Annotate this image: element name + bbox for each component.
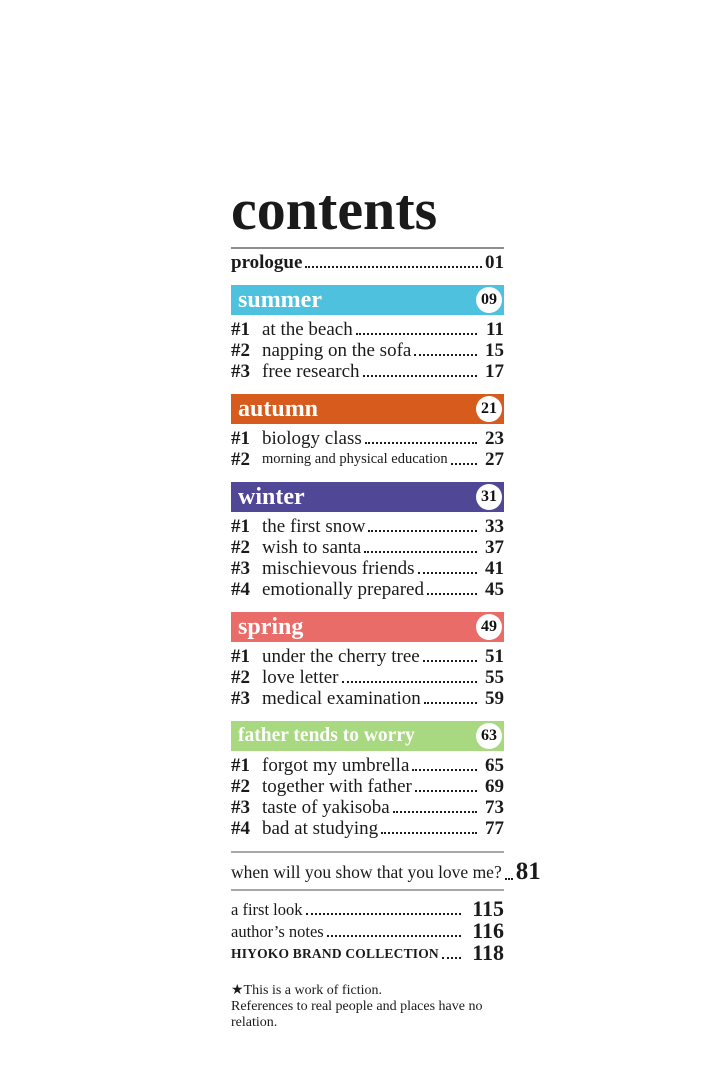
footer-note (231, 983, 504, 1031)
title-divider (231, 247, 504, 249)
toc-section (231, 482, 504, 600)
toc-section (231, 394, 504, 470)
entry-title: morning and physical education (262, 451, 448, 467)
entry-number: #1 (231, 428, 250, 449)
entry-page-number: 59 (485, 688, 504, 709)
extras-list (231, 898, 504, 964)
toc-entry (231, 428, 504, 449)
toc-section (231, 721, 504, 839)
extra-page-number: 116 (472, 918, 504, 943)
entry-number: #3 (231, 688, 250, 709)
entry-page-number: 33 (485, 516, 504, 537)
section-entries (231, 646, 504, 709)
dot-leader (363, 375, 477, 377)
dot-leader (418, 572, 477, 574)
entry-number: #2 (231, 667, 250, 688)
entry-title: medical examination (262, 688, 421, 709)
entry-number: #1 (231, 516, 250, 537)
entry-number: #3 (231, 558, 250, 579)
dot-leader (423, 660, 477, 662)
section-title: summer (238, 287, 322, 313)
dot-leader (364, 551, 477, 553)
toc-entry (231, 361, 504, 382)
dot-leader (414, 354, 477, 356)
dot-leader (356, 333, 477, 335)
section-header (231, 721, 504, 751)
toc-section (231, 285, 504, 382)
toc-entry (231, 340, 504, 361)
entry-page-number: 55 (485, 667, 504, 688)
section-entries (231, 428, 504, 470)
prologue-page-number: 01 (485, 252, 504, 273)
entry-title: the first snow (262, 516, 366, 537)
toc-entry (231, 579, 504, 600)
section-header (231, 612, 504, 642)
extra-row (231, 898, 504, 920)
entry-page-number: 11 (486, 319, 504, 340)
dot-leader (342, 681, 478, 683)
entry-page-number: 37 (485, 537, 504, 558)
toc-sections (231, 285, 504, 839)
page-title: contents (231, 177, 438, 242)
section-title: autumn (238, 396, 319, 422)
dot-leader (368, 530, 477, 532)
dot-leader (381, 832, 477, 834)
extra-label: author’s notes (231, 922, 324, 941)
entry-number: #1 (231, 646, 250, 667)
entry-title: biology class (262, 428, 362, 449)
entry-title: forgot my umbrella (262, 755, 410, 776)
dot-leader (412, 769, 477, 771)
entry-page-number: 45 (485, 579, 504, 600)
entry-number: #1 (231, 319, 250, 340)
extra-page-number: 115 (472, 896, 504, 921)
entry-number: #2 (231, 537, 250, 558)
entry-title: free research (262, 361, 360, 382)
entry-title: emotionally prepared (262, 579, 424, 600)
entry-number: #3 (231, 361, 250, 382)
section-page-badge: 63 (476, 723, 502, 749)
dot-leader (327, 935, 461, 937)
entry-title: bad at studying (262, 818, 379, 839)
entry-title: love letter (262, 667, 339, 688)
dot-leader (415, 790, 477, 792)
dot-leader (365, 442, 477, 444)
entry-title: under the cherry tree (262, 646, 420, 667)
entry-page-number: 69 (485, 776, 504, 797)
toc-entry (231, 818, 504, 839)
dot-leader (393, 811, 477, 813)
entry-page-number: 17 (485, 361, 504, 382)
dot-leader (505, 878, 513, 880)
section-page-badge: 31 (476, 484, 502, 510)
footer-line: ★This is a work of fiction. (231, 983, 382, 998)
dot-leader (442, 957, 461, 959)
section-header (231, 285, 504, 315)
section-header (231, 394, 504, 424)
entry-title: napping on the sofa (262, 340, 412, 361)
special-divider-bottom (231, 889, 504, 891)
extra-row (231, 942, 504, 964)
prologue-row (231, 253, 504, 273)
entry-number: #1 (231, 755, 250, 776)
toc-section (231, 612, 504, 709)
dot-leader (451, 463, 477, 465)
entry-page-number: 15 (485, 340, 504, 361)
special-row (231, 858, 541, 885)
section-entries (231, 755, 504, 839)
section-page-badge: 21 (476, 396, 502, 422)
extra-row (231, 920, 504, 942)
toc-entry (231, 667, 504, 688)
contents-column (231, 177, 541, 1031)
entry-number: #3 (231, 797, 250, 818)
prologue-label: prologue (231, 252, 303, 273)
section-title: father tends to worry (238, 725, 415, 746)
entry-number: #2 (231, 449, 250, 470)
section-page-badge: 49 (476, 614, 502, 640)
toc-entry (231, 646, 504, 667)
toc-entry (231, 319, 504, 340)
entry-page-number: 65 (485, 755, 504, 776)
toc-entry (231, 516, 504, 537)
toc-entry (231, 797, 504, 818)
dot-leader (305, 266, 482, 268)
extra-label: a first look (231, 900, 303, 919)
entry-number: #2 (231, 340, 250, 361)
entry-title: at the beach (262, 319, 353, 340)
special-divider-top (231, 851, 504, 853)
entry-page-number: 27 (485, 449, 504, 470)
entry-number: #4 (231, 579, 250, 600)
entry-number: #2 (231, 776, 250, 797)
dot-leader (424, 702, 477, 704)
dot-leader (306, 913, 462, 915)
section-header (231, 482, 504, 512)
special-page-number: 81 (515, 858, 541, 885)
toc-entry (231, 688, 504, 709)
dot-leader (427, 593, 477, 595)
entry-page-number: 51 (485, 646, 504, 667)
section-title: winter (238, 484, 305, 510)
entry-page-number: 77 (485, 818, 504, 839)
entry-title: wish to santa (262, 537, 362, 558)
special-label: when will you show that you love me? (231, 862, 502, 882)
extra-label: HIYOKO BRAND COLLECTION (231, 946, 439, 961)
footer-line: References to real people and places have no relation. (231, 999, 483, 1030)
entry-title: together with father (262, 776, 412, 797)
extra-page-number: 118 (472, 940, 504, 965)
section-title: spring (238, 614, 304, 640)
section-page-badge: 09 (476, 287, 502, 313)
entry-title: mischievous friends (262, 558, 415, 579)
toc-entry (231, 755, 504, 776)
toc-entry (231, 558, 504, 579)
toc-entry (231, 537, 504, 558)
toc-entry (231, 776, 504, 797)
entry-page-number: 23 (485, 428, 504, 449)
entry-page-number: 73 (485, 797, 504, 818)
toc-entry (231, 449, 504, 470)
entry-title: taste of yakisoba (262, 797, 390, 818)
entry-number: #4 (231, 818, 250, 839)
entry-page-number: 41 (485, 558, 504, 579)
section-entries (231, 516, 504, 600)
section-entries (231, 319, 504, 382)
